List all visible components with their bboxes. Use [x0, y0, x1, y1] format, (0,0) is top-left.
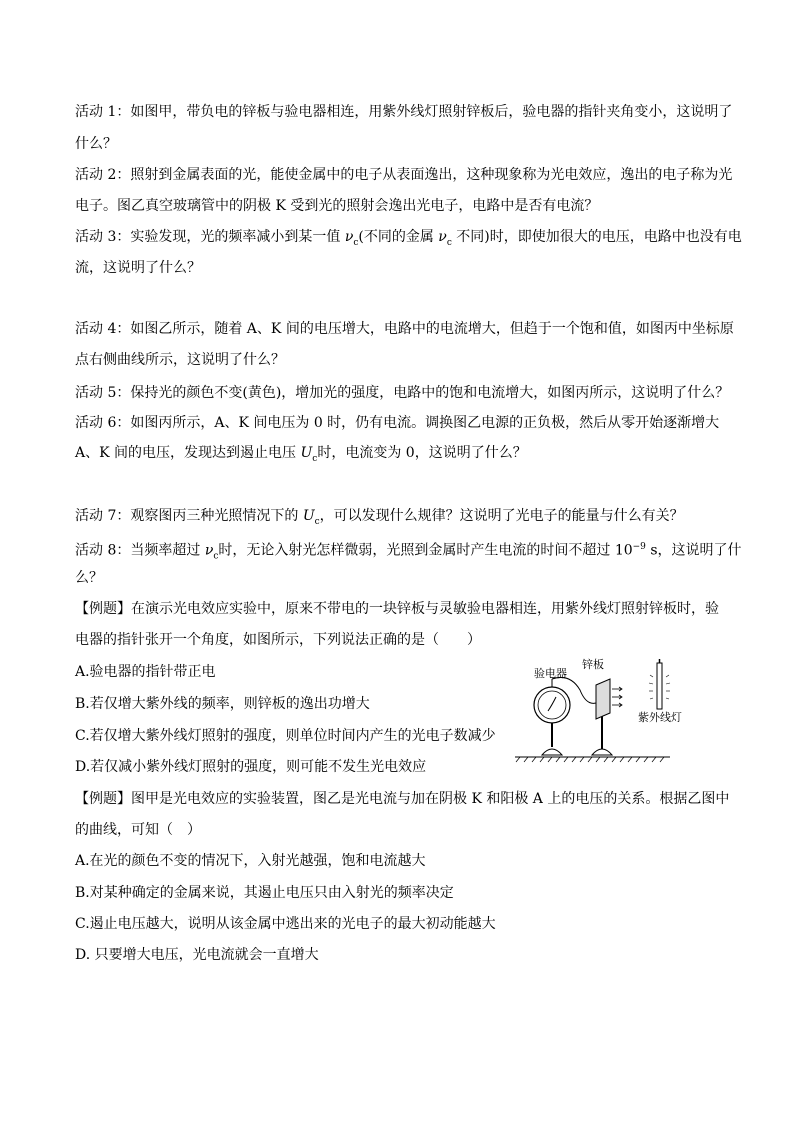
example-1-option-d: D.若仅减小紫外线灯照射的强度，则可能不发生光电效应 [75, 759, 427, 775]
activity-5-line: 活动 5：保持光的颜色不变(黄色)，增加光的强度，电路中的饱和电流增大，如图丙所示，这说明了什么？ [75, 385, 730, 401]
activity-4-line-1: 活动 4：如图乙所示，随着 A、K 间的电压增大，电路中的电流增大，但趋于一个饱和值，如图丙中坐标原 [75, 321, 734, 337]
example-2-option-d: D. 只要增大电压，光电流就会一直增大 [75, 947, 319, 963]
example-1-option-c: C.若仅增大紫外线灯照射的强度，则单位时间内产生的光电子数减少 [75, 728, 496, 744]
label-zinc-plate: 锌板 [582, 658, 604, 671]
zinc-plate [596, 679, 610, 719]
activity-3-line-2: 流，这说明了什么？ [75, 260, 201, 276]
activity-2-line-2: 电子。图乙真空玻璃管中的阴极 K 受到光的照射会逸出光电子，电路中是否有电流？ [75, 198, 599, 214]
activity-2-line-1: 活动 2：照射到金属表面的光，能使金属中的电子从表面逸出，这种现象称为光电效应，逸出的电子称为光 [75, 167, 733, 183]
example-1-stem-line-1: 【例题】在演示光电效应实验中，原来不带电的一块锌板与灵敏验电器相连，用紫外线灯照射锌板时，验 [75, 601, 719, 617]
activity-6-line-2: A、K 间的电压，发现达到遏止电压 $U_c$时，电流变为 0，这说明了什么？ [75, 445, 527, 464]
activity-7-line: 活动 7：观察图丙三种光照情况下的 $U_c$，可以发现什么规律？这说明了光电子的能量与什么有关？ [75, 508, 684, 527]
connecting-wire [552, 677, 602, 703]
example-2-option-c: C.遏止电压越大，说明从该金属中逃出来的光电子的最大初动能越大 [75, 916, 496, 932]
example-1-stem-line-2: 电器的指针张开一个角度，如图所示，下列说法正确的是（ ） [75, 632, 481, 648]
uv-lamp [657, 663, 662, 709]
label-uv-lamp: 紫外线灯 [638, 711, 682, 724]
example-2-option-a: A.在光的颜色不变的情况下，入射光越强，饱和电流越大 [75, 853, 426, 869]
label-electroscope: 验电器 [534, 667, 567, 680]
example-1-option-a: A.验电器的指针带正电 [75, 664, 216, 680]
activity-8-line-2: 么？ [75, 570, 103, 586]
activity-6-line-1: 活动 6：如图丙所示，A、K 间电压为 0 时，仍有电流。调换图乙电源的正负极，然后从零开始逐渐增大 [75, 415, 720, 431]
activity-1-line-2: 什么？ [75, 136, 117, 152]
activity-4-line-2: 点右侧曲线所示，这说明了什么？ [75, 352, 285, 368]
example-2-option-b: B.对某种确定的金属来说，其遏止电压只由入射光的频率决定 [75, 885, 454, 901]
electroscope-apparatus-figure [510, 655, 710, 765]
activity-3-line-1: 活动 3：实验发现，光的频率减小到某一值 $\nu_c$(不同的金属 $\nu_c$ 不同)时，即使加很大的电压，电路中也没有电 [75, 229, 742, 248]
example-2-stem-line-1: 【例题】图甲是光电效应的实验装置，图乙是光电流与加在阴极 K 和阳极 A 上的电压的关系。根据乙图中 [75, 791, 730, 807]
electroscope-needle [548, 697, 556, 711]
activity-8-line-1: 活动 8：当频率超过 $\nu_c$时，无论入射光怎样微弱，光照到金属时产生电流的时间不超过 $10^{-9}$ s，这说明了什 [75, 542, 742, 562]
activity-1-line-1: 活动 1：如图甲，带负电的锌板与验电器相连，用紫外线灯照射锌板后，验电器的指针夹角变小，这说明了 [75, 104, 733, 120]
example-1-option-b: B.若仅增大紫外线的频率，则锌板的逸出功增大 [75, 696, 370, 712]
example-2-stem-line-2: 的曲线，可知（ ） [75, 822, 201, 838]
